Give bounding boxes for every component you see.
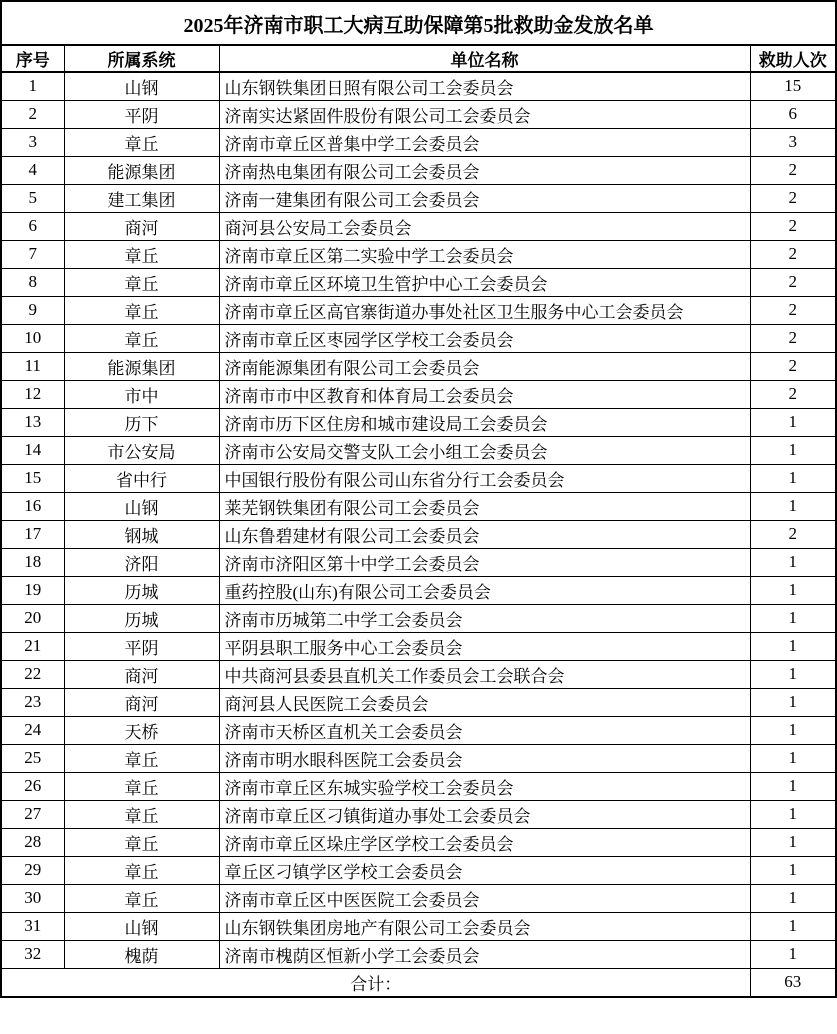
table-row [1,324,836,352]
table-row [1,688,836,716]
row-number-cell: 29 [1,856,64,884]
unit-name-cell: 章丘区刁镇学区学校工会委员会 [219,856,750,884]
table-row [1,856,836,884]
unit-name-cell: 济南市章丘区垛庄学区学校工会委员会 [219,828,750,856]
unit-name-cell: 中共商河县委县直机关工作委员会工会联合会 [219,660,750,688]
unit-name-cell: 济南市章丘区刁镇街道办事处工会委员会 [219,800,750,828]
relief-count-cell: 1 [750,828,836,856]
table-row [1,100,836,128]
table-row [1,632,836,660]
relief-count-cell: 1 [750,912,836,940]
row-number-cell: 16 [1,492,64,520]
relief-count-cell: 1 [750,716,836,744]
unit-name-cell: 山东钢铁集团房地产有限公司工会委员会 [219,912,750,940]
table-row [1,436,836,464]
unit-name-cell: 济南市章丘区东城实验学校工会委员会 [219,772,750,800]
system-cell: 历下 [64,408,219,436]
table-row [1,828,836,856]
relief-count-cell: 1 [750,632,836,660]
total-row [1,968,836,997]
unit-name-cell: 济南一建集团有限公司工会委员会 [219,184,750,212]
system-cell: 省中行 [64,464,219,492]
system-cell: 章丘 [64,296,219,324]
relief-count-cell: 2 [750,324,836,352]
table-row [1,492,836,520]
table-row [1,548,836,576]
row-number-cell: 24 [1,716,64,744]
relief-count-cell: 2 [750,184,836,212]
unit-name-cell: 济南能源集团有限公司工会委员会 [219,352,750,380]
table-row [1,296,836,324]
table-row [1,660,836,688]
table-row [1,520,836,548]
relief-count-cell: 15 [750,72,836,100]
row-number-cell: 31 [1,912,64,940]
system-cell: 山钢 [64,492,219,520]
row-number-cell: 15 [1,464,64,492]
table-row [1,156,836,184]
row-number-cell: 9 [1,296,64,324]
system-cell: 商河 [64,688,219,716]
row-number-cell: 28 [1,828,64,856]
relief-count-cell: 1 [750,688,836,716]
relief-count-cell: 1 [750,408,836,436]
relief-count-cell: 2 [750,520,836,548]
system-cell: 章丘 [64,828,219,856]
col-header-system: 所属系统 [64,45,219,72]
row-number-cell: 27 [1,800,64,828]
table-row [1,744,836,772]
row-number-cell: 7 [1,240,64,268]
col-header-index: 序号 [1,45,64,72]
system-cell: 建工集团 [64,184,219,212]
unit-name-cell: 济南市公安局交警支队工会小组工会委员会 [219,436,750,464]
row-number-cell: 18 [1,548,64,576]
unit-name-cell: 济南市章丘区枣园学区学校工会委员会 [219,324,750,352]
table-row [1,240,836,268]
table-row [1,912,836,940]
row-number-cell: 22 [1,660,64,688]
system-cell: 济阳 [64,548,219,576]
table-row [1,576,836,604]
unit-name-cell: 济南市济阳区第十中学工会委员会 [219,548,750,576]
unit-name-cell: 济南市历下区住房和城市建设局工会委员会 [219,408,750,436]
row-number-cell: 21 [1,632,64,660]
relief-count-cell: 2 [750,352,836,380]
relief-count-cell: 2 [750,296,836,324]
table-row [1,884,836,912]
system-cell: 山钢 [64,912,219,940]
relief-count-cell: 1 [750,548,836,576]
row-number-cell: 5 [1,184,64,212]
relief-count-cell: 2 [750,156,836,184]
relief-count-cell: 6 [750,100,836,128]
row-number-cell: 25 [1,744,64,772]
table-row [1,408,836,436]
relief-count-cell: 3 [750,128,836,156]
table-row [1,352,836,380]
unit-name-cell: 济南市章丘区普集中学工会委员会 [219,128,750,156]
unit-name-cell: 济南市章丘区第二实验中学工会委员会 [219,240,750,268]
relief-count-cell: 1 [750,940,836,968]
relief-count-cell: 1 [750,800,836,828]
system-cell: 章丘 [64,744,219,772]
system-cell: 能源集团 [64,352,219,380]
unit-name-cell: 重药控股(山东)有限公司工会委员会 [219,576,750,604]
system-cell: 章丘 [64,268,219,296]
table-body [1,72,836,968]
system-cell: 章丘 [64,324,219,352]
unit-name-cell: 济南市章丘区高官寨街道办事处社区卫生服务中心工会委员会 [219,296,750,324]
system-cell: 山钢 [64,72,219,100]
row-number-cell: 12 [1,380,64,408]
row-number-cell: 8 [1,268,64,296]
row-number-cell: 17 [1,520,64,548]
system-cell: 章丘 [64,856,219,884]
table-row [1,800,836,828]
col-header-unit-name: 单位名称 [219,45,750,72]
system-cell: 商河 [64,212,219,240]
table-row [1,940,836,968]
unit-name-cell: 平阴县职工服务中心工会委员会 [219,632,750,660]
relief-count-cell: 1 [750,744,836,772]
relief-count-cell: 1 [750,436,836,464]
table-row [1,212,836,240]
unit-name-cell: 济南市明水眼科医院工会委员会 [219,744,750,772]
relief-count-cell: 1 [750,492,836,520]
row-number-cell: 6 [1,212,64,240]
title-row [1,1,836,45]
system-cell: 章丘 [64,772,219,800]
system-cell: 章丘 [64,800,219,828]
row-number-cell: 14 [1,436,64,464]
relief-count-cell: 1 [750,884,836,912]
row-number-cell: 3 [1,128,64,156]
total-label: 合计： [1,968,750,997]
row-number-cell: 20 [1,604,64,632]
table-row [1,716,836,744]
relief-count-cell: 2 [750,212,836,240]
system-cell: 天桥 [64,716,219,744]
row-number-cell: 4 [1,156,64,184]
unit-name-cell: 山东鲁碧建材有限公司工会委员会 [219,520,750,548]
row-number-cell: 10 [1,324,64,352]
system-cell: 历城 [64,576,219,604]
system-cell: 平阴 [64,100,219,128]
table-header-row [1,45,836,72]
row-number-cell: 23 [1,688,64,716]
system-cell: 章丘 [64,128,219,156]
unit-name-cell: 济南市历城第二中学工会委员会 [219,604,750,632]
unit-name-cell: 济南市天桥区直机关工会委员会 [219,716,750,744]
relief-count-cell: 1 [750,772,836,800]
relief-count-cell: 2 [750,268,836,296]
row-number-cell: 32 [1,940,64,968]
table-row [1,128,836,156]
system-cell: 钢城 [64,520,219,548]
unit-name-cell: 济南市槐荫区恒新小学工会委员会 [219,940,750,968]
relief-count-cell: 1 [750,604,836,632]
unit-name-cell: 山东钢铁集团日照有限公司工会委员会 [219,72,750,100]
system-cell: 平阴 [64,632,219,660]
unit-name-cell: 商河县公安局工会委员会 [219,212,750,240]
relief-count-cell: 1 [750,660,836,688]
unit-name-cell: 济南热电集团有限公司工会委员会 [219,156,750,184]
unit-name-cell: 济南市章丘区中医医院工会委员会 [219,884,750,912]
table-row [1,184,836,212]
unit-name-cell: 莱芜钢铁集团有限公司工会委员会 [219,492,750,520]
row-number-cell: 19 [1,576,64,604]
row-number-cell: 26 [1,772,64,800]
system-cell: 商河 [64,660,219,688]
system-cell: 能源集团 [64,156,219,184]
table-row [1,604,836,632]
unit-name-cell: 济南市市中区教育和体育局工会委员会 [219,380,750,408]
table-row [1,268,836,296]
system-cell: 历城 [64,604,219,632]
table-row [1,72,836,100]
table-row [1,464,836,492]
row-number-cell: 1 [1,72,64,100]
relief-count-cell: 2 [750,380,836,408]
row-number-cell: 2 [1,100,64,128]
col-header-relief-count: 救助人次 [750,45,836,72]
unit-name-cell: 济南实达紧固件股份有限公司工会委员会 [219,100,750,128]
unit-name-cell: 济南市章丘区环境卫生管护中心工会委员会 [219,268,750,296]
relief-count-cell: 1 [750,576,836,604]
row-number-cell: 13 [1,408,64,436]
total-value: 63 [750,968,836,997]
unit-name-cell: 中国银行股份有限公司山东省分行工会委员会 [219,464,750,492]
table-row [1,380,836,408]
relief-count-cell: 2 [750,240,836,268]
row-number-cell: 11 [1,352,64,380]
relief-count-cell: 1 [750,856,836,884]
system-cell: 市中 [64,380,219,408]
system-cell: 市公安局 [64,436,219,464]
system-cell: 章丘 [64,240,219,268]
system-cell: 槐荫 [64,940,219,968]
table-row [1,772,836,800]
unit-name-cell: 商河县人民医院工会委员会 [219,688,750,716]
row-number-cell: 30 [1,884,64,912]
page-title: 2025年济南市职工大病互助保障第5批救助金发放名单 [1,1,836,45]
system-cell: 章丘 [64,884,219,912]
relief-count-cell: 1 [750,464,836,492]
